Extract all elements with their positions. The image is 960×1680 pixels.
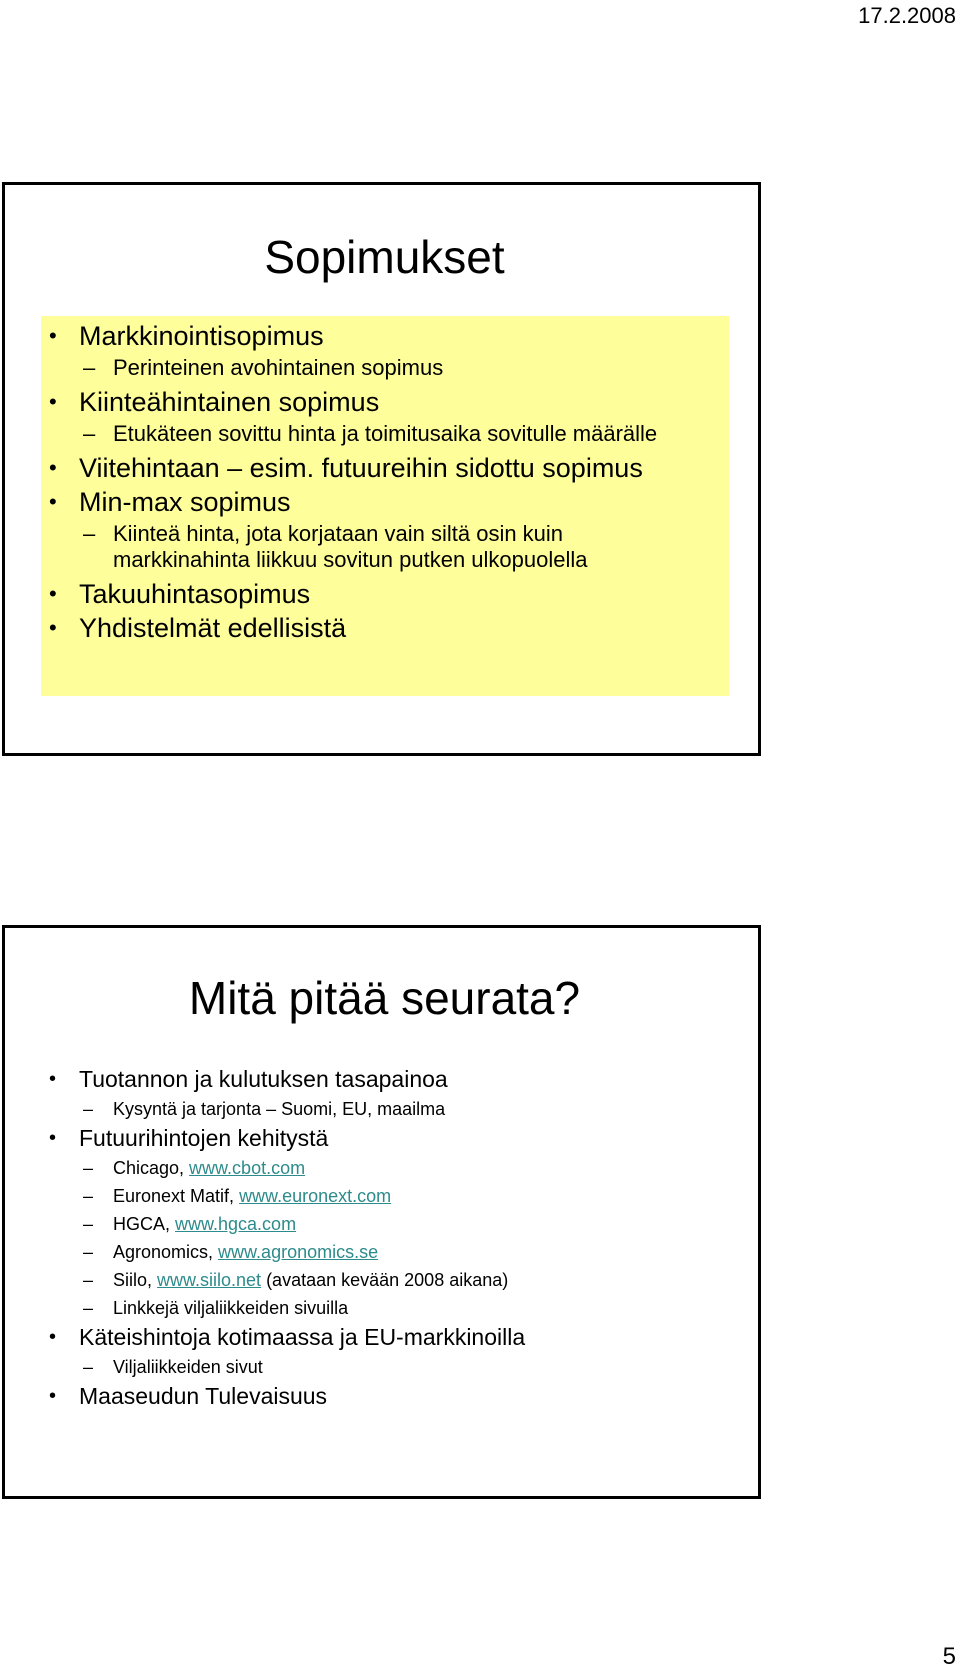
siilo-link[interactable] [157,1270,261,1290]
sub-bullet-label: HGCA, [113,1214,176,1234]
sub-bullet-item: – Linkkejä viljaliikkeiden sivuilla [41,1294,741,1322]
siilo-link-host: www.siilo. [157,1270,237,1290]
bullet-item: • Kiinteähintainen sopimus [41,385,729,419]
cbot-link[interactable]: www.cbot.com [189,1158,306,1178]
bullet-item: • Maaseudun Tulevaisuus [41,1381,741,1412]
hgca-link[interactable]: www.hgca.com [175,1214,297,1234]
slide-mita-pitaa-seurata [2,925,761,1499]
agronomics-link[interactable]: www.agronomics.se [218,1242,379,1262]
sub-bullet-item [41,1154,741,1182]
bullet-item: • Markkinointisopimus [41,319,729,353]
sub-bullet-suffix: (avataan kevään 2008 aikana) [261,1270,509,1290]
bullet-item: • Takuuhintasopimus [41,577,729,611]
bullet-item: • Min-max sopimus [41,485,729,519]
sub-bullet-item [41,1266,741,1294]
sub-bullet-item: – Kysyntä ja tarjonta – Suomi, EU, maailma [41,1095,741,1123]
page-date: 17.2.2008 [858,3,956,28]
bullet-item: • Tuotannon ja kulutuksen tasapainoa [41,1064,741,1095]
sub-bullet-item [41,1238,741,1266]
bullet-item: • Viitehintaan – esim. futuureihin sidottu sopimus [41,451,729,485]
sub-bullet-item: – Perinteinen avohintainen sopimus [41,353,729,385]
slide-title: Sopimukset [264,231,505,283]
sub-bullet-label: Euronext Matif, [113,1186,240,1206]
euronext-link[interactable]: www.euronext.com [239,1186,392,1206]
sub-bullet-item [41,1210,741,1238]
sub-bullet-item: – Etukäteen sovittu hinta ja toimitusaika sovitulle määrälle [41,419,673,451]
sub-bullet-label: Agronomics, [113,1242,219,1262]
sub-bullet-label: Chicago, [113,1158,190,1178]
bullet-item: • Käteishintoja kotimaassa ja EU-markkinoilla [41,1322,741,1353]
bullet-item: • Futuurihintojen kehitystä [41,1123,741,1154]
sub-bullet-item [41,1182,741,1210]
bullet-list [41,1064,741,1412]
bullet-list [41,319,729,645]
slide-sopimukset [2,182,761,756]
siilo-link-tld: net [236,1270,262,1290]
sub-bullet-label: Siilo, [113,1270,158,1290]
slide-title: Mitä pitää seurata? [188,972,581,1024]
sub-bullet-item: – Kiinteä hinta, jota korjataan vain siltä osin kuin markkinahinta liikkuu sovitun putken ulkopuolella [41,519,633,577]
sub-bullet-item: – Viljaliikkeiden sivut [41,1353,741,1381]
bullet-item: • Yhdistelmät edellisistä [41,611,729,645]
page-number: 5 [942,1643,956,1670]
